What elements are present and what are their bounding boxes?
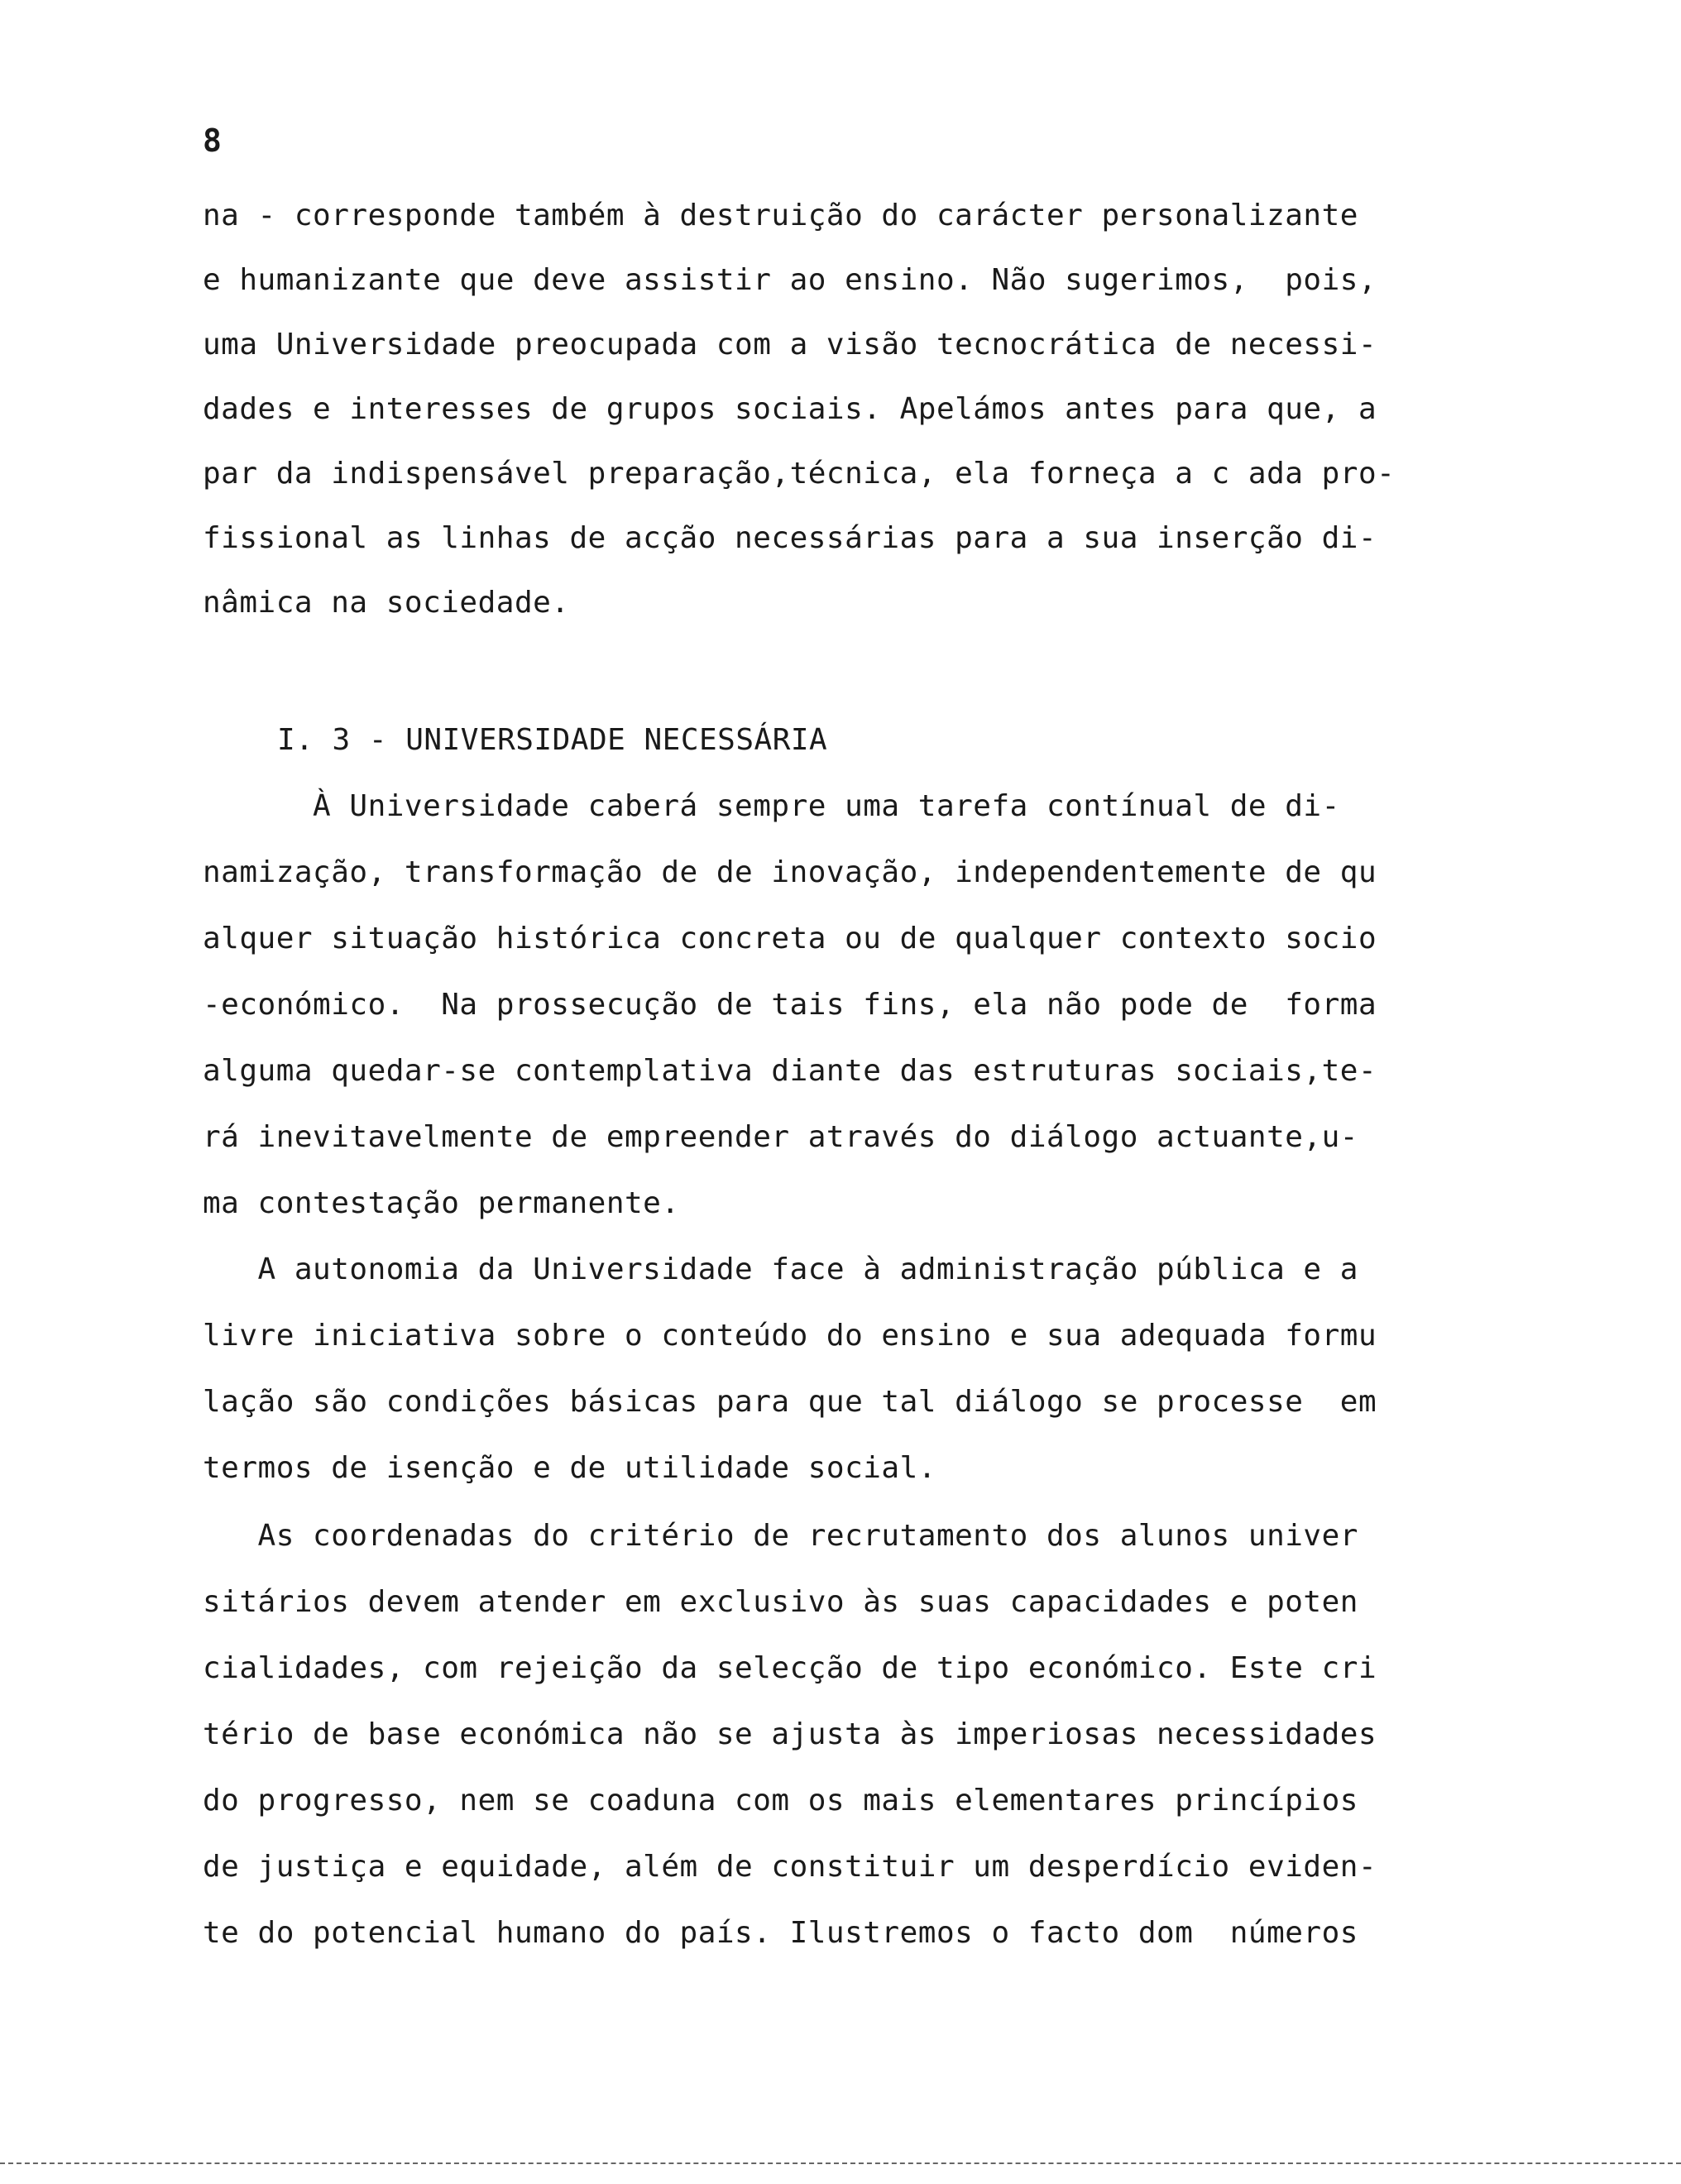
text-line: lação são condições básicas para que tal diálogo se processe em — [203, 1385, 1377, 1419]
text-line: te do potencial humano do país. Ilustremos o facto dom números — [203, 1916, 1358, 1950]
text-line: dades e interesses de grupos sociais. Apelámos antes para que, a — [203, 392, 1377, 426]
text-line: e humanizante que deve assistir ao ensino. Não sugerimos, pois, — [203, 263, 1377, 297]
text-line: na - corresponde também à destruição do carácter personalizante — [203, 199, 1358, 232]
text-line: de justiça e equidade, além de constituir um desperdício eviden- — [203, 1850, 1377, 1884]
text-line: ma contestação permanente. — [203, 1186, 680, 1220]
text-line: nâmica na sociedade. — [203, 586, 570, 620]
text-line: -económico. Na prossecução de tais fins, ela não pode de forma — [203, 988, 1377, 1022]
text-line: fissional as linhas de acção necessárias para a sua inserção di- — [203, 521, 1377, 555]
text-line: par da indispensável preparação,técnica, ela forneça a c ada pro- — [203, 457, 1396, 491]
text-line: do progresso, nem se coaduna com os mais elementares princípios — [203, 1784, 1358, 1818]
text-line: rá inevitavelmente de empreender através do diálogo actuante,u- — [203, 1120, 1358, 1154]
text-line: namização, transformação de de inovação, independentemente de qu — [203, 855, 1377, 889]
text-line: As coordenadas do critério de recrutamento dos alunos univer — [203, 1519, 1358, 1553]
page-number: 8 — [203, 122, 222, 159]
text-line: termos de isenção e de utilidade social. — [203, 1451, 936, 1485]
text-line: alguma quedar-se contemplativa diante das estruturas sociais,te- — [203, 1054, 1377, 1088]
text-line: À Universidade caberá sempre uma tarefa contínual de di- — [203, 789, 1340, 823]
text-line: sitários devem atender em exclusivo às suas capacidades e poten — [203, 1585, 1358, 1619]
section-heading: I. 3 - UNIVERSIDADE NECESSÁRIA — [277, 723, 828, 757]
text-line: alquer situação histórica concreta ou de qualquer contexto socio — [203, 922, 1377, 956]
bottom-edge-rule — [0, 2162, 1681, 2164]
text-line: uma Universidade preocupada com a visão tecnocrática de necessi- — [203, 328, 1377, 362]
text-line: A autonomia da Universidade face à administração pública e a — [203, 1252, 1358, 1286]
text-line: tério de base económica não se ajusta às imperiosas necessidades — [203, 1717, 1377, 1751]
text-line: livre iniciativa sobre o conteúdo do ensino e sua adequada formu — [203, 1319, 1377, 1353]
text-line: cialidades, com rejeição da selecção de tipo económico. Este cri — [203, 1651, 1377, 1685]
